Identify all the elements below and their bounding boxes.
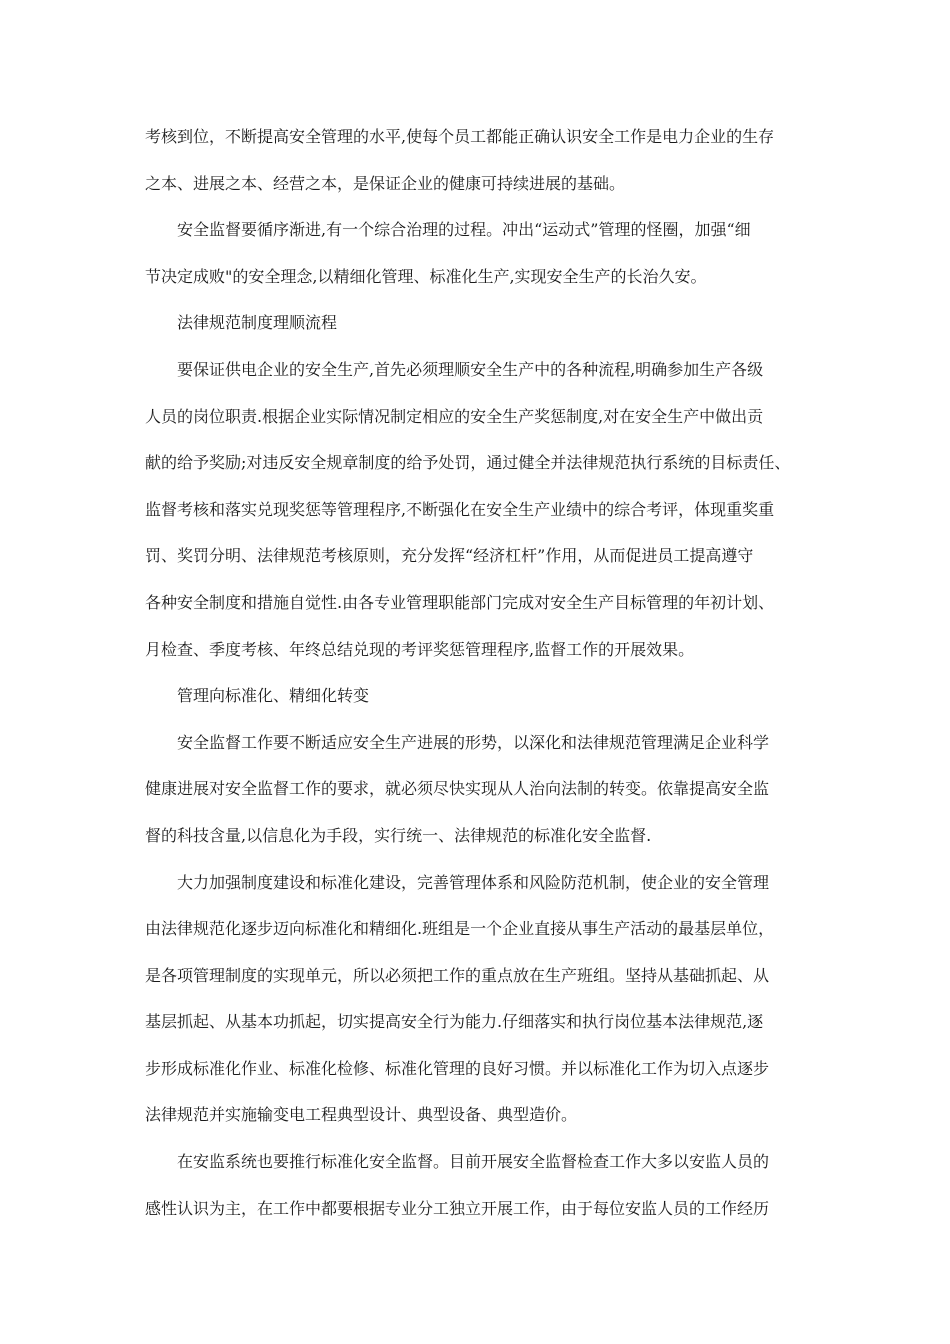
text-line: 献的给予奖励;对违反安全规章制度的给予处罚，通过健全并法律规范执行系统的目标责任、 [145,453,791,473]
text-line: 管理向标准化、精细化转变 [177,686,370,706]
text-line: 监督考核和落实兑现奖惩等管理程序,不断强化在安全生产业绩中的综合考评，体现重奖重 [145,499,775,519]
text-line: 考核到位，不断提高安全管理的水平,使每个员工都能正确认识安全工作是电力企业的生存 [145,127,775,146]
text-line: 安全监督要循序渐进,有一个综合治理的过程。冲出“运动式”管理的怪圈，加强“细 [177,220,751,240]
text-line: 节决定成败"的安全理念,以精细化管理、标准化生产,实现安全生产的长治久安。 [145,266,707,286]
text-line: 大力加强制度建设和标准化建设，完善管理体系和风险防范机制，使企业的安全管理 [177,872,770,892]
text-line: 要保证供电企业的安全生产,首先必须理顺安全生产中的各种流程,明确参加生产各级 [177,359,764,379]
text-line: 步形成标准化作业、标准化检修、标准化管理的良好习惯。并以标准化工作为切入点逐步 [145,1058,770,1078]
text-line: 罚、奖罚分明、法律规范考核原则，充分发挥“经济杠杆”作用，从而促进员工提高遵守 [145,546,754,566]
text-line: 月检查、季度考核、年终总结兑现的考评奖惩管理程序,监督工作的开展效果。 [145,639,695,659]
text-line: 在安监系统也要推行标准化安全监督。目前开展安全监督检查工作大多以安监人员的 [177,1152,770,1172]
document-body [145,125,825,1243]
text-line: 之本、进展之本、经营之本，是保证企业的健康可持续进展的基础。 [145,173,626,193]
text-line: 安全监督工作要不断适应安全生产进展的形势，以深化和法律规范管理满足企业科学 [177,732,770,752]
text-line: 督的科技含量,以信息化为手段，实行统一、法律规范的标准化安全监督. [145,825,652,845]
text-line: 法律规范并实施输变电工程典型设计、典型设备、典型造价。 [145,1105,578,1125]
text-line: 健康进展对安全监督工作的要求，就必须尽快实现从人治向法制的转变。依靠提高安全监 [145,779,770,799]
text-line: 感性认识为主，在工作中都要根据专业分工独立开展工作，由于每位安监人员的工作经历 [145,1198,770,1218]
text-line: 人员的岗位职责.根据企业实际情况制定相应的安全生产奖惩制度,对在安全生产中做出贡 [145,406,764,426]
text-line: 基层抓起、从基本功抓起，切实提高安全行为能力.仔细落实和执行岗位基本法律规范,逐 [145,1012,764,1032]
text-line: 各种安全制度和措施自觉性.由各专业管理职能部门完成对安全生产目标管理的年初计划、 [145,592,775,612]
text-line: 是各项管理制度的实现单元，所以必须把工作的重点放在生产班组。坚持从基础抓起、从 [145,965,770,985]
text-line: 由法律规范化逐步迈向标准化和精细化.班组是一个企业直接从事生产活动的最基层单位， [145,919,775,939]
text-line: 法律规范制度理顺流程 [177,313,338,333]
